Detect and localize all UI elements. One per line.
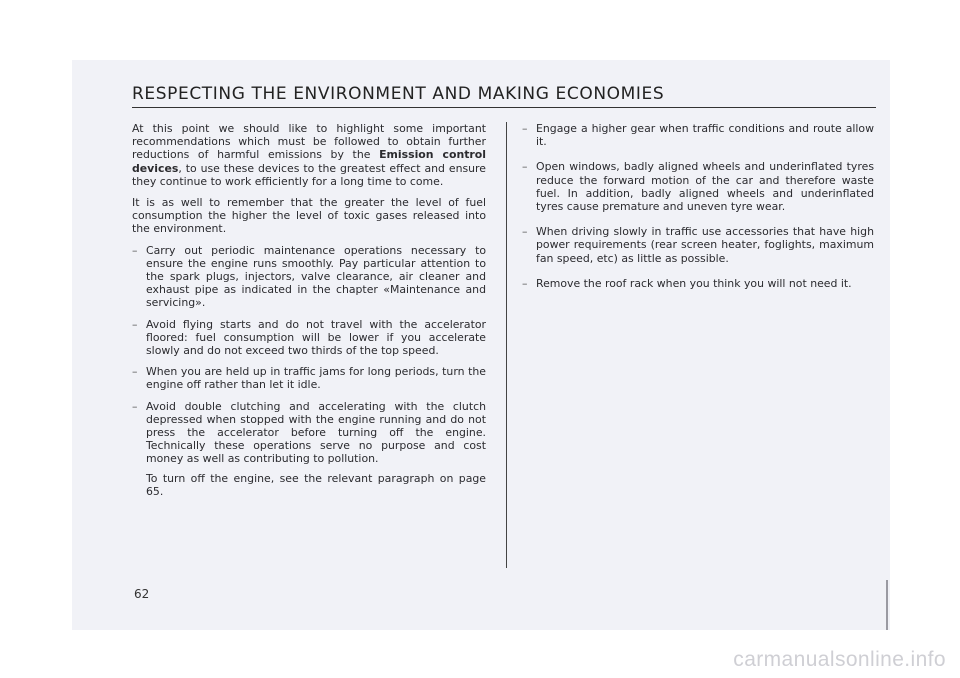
page-number: 62 — [134, 587, 150, 601]
dash-bullet: – — [132, 243, 138, 257]
list-item — [132, 318, 486, 358]
left-column — [132, 122, 486, 506]
column-divider — [506, 122, 507, 568]
dash-bullet: – — [132, 365, 138, 379]
list-item-text: When you are held up in traffic jams for long periods, turn the engine off rather than let it idle. — [146, 365, 486, 392]
dash-bullet: – — [522, 225, 528, 239]
list-item-text: Engage a higher gear when traffic conditions and route allow it. — [536, 122, 874, 149]
list-item — [132, 400, 486, 466]
list-item-text: Remove the roof rack when you think you will not need it. — [536, 276, 852, 290]
list-item — [522, 160, 874, 213]
list-item-text: Avoid double clutching and accelerating with the clutch depressed when stopped with the engine running and do not press the accelerator before turning off the engine. Technically these operations serve no purpose and cost money as well as contributing to pollution. — [146, 399, 486, 466]
list-item — [522, 225, 874, 265]
watermark: carmanualsonline.info — [733, 648, 946, 671]
fuel-consumption-paragraph: It is as well to remember that the greater the level of fuel consumption the higher the level of toxic gases released into the environment. — [132, 196, 486, 236]
list-item-text: When driving slowly in traffic use accessories that have high power requirements (rear screen heater, foglights, maximum fan speed, etc) as little as possible. — [536, 225, 874, 265]
page-edge-mark — [886, 580, 888, 630]
list-item — [522, 277, 874, 290]
page-title: RESPECTING THE ENVIRONMENT AND MAKING ECONOMIES — [132, 84, 665, 104]
list-item-text: Open windows, badly aligned wheels and underinflated tyres reduce the forward motion of the car and therefore waste fuel. In addition, badly aligned wheels and underinflated tyres cause premature and uneven tyre wear. — [536, 160, 874, 214]
list-item-text: Carry out periodic maintenance operations necessary to ensure the engine runs smoothly. Pay particular attention to the spark plugs, injectors, valve clearance, air cleaner and exhaust pipe as indicated in the chapter «Maintenance and servicing». — [146, 243, 486, 310]
title-rule — [132, 107, 876, 108]
dash-bullet: – — [132, 317, 138, 331]
intro-text-start: At this point we should like to highlight some important recommendations which must be followed to obtain further reductions of harmful emissions by the — [132, 122, 486, 162]
dash-bullet: – — [522, 122, 528, 135]
dash-bullet: – — [132, 399, 138, 413]
closing-note: To turn off the engine, see the relevant paragraph on page 65. — [146, 471, 486, 498]
list-item — [132, 244, 486, 310]
dash-bullet: – — [522, 160, 528, 174]
intro-text-end: , to use these devices to the greatest effect and ensure they continue to work efficiently for a long time to come. — [132, 161, 486, 188]
intro-paragraph — [132, 122, 486, 188]
list-item-text: Avoid flying starts and do not travel with the accelerator floored: fuel consumption will be lower if you accelerate slowly and do not exceed two thirds of the top speed. — [146, 317, 486, 358]
intro-emphasis: Emission control devices — [132, 148, 486, 175]
right-column — [522, 122, 874, 302]
dash-bullet: – — [522, 276, 528, 290]
list-item — [132, 365, 486, 391]
list-item — [522, 122, 874, 148]
